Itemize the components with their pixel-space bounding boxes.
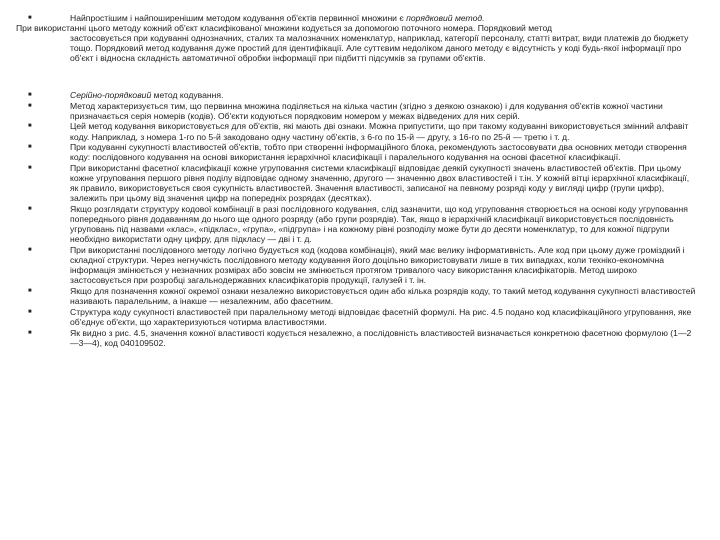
intro-paragraph xyxy=(0,23,720,63)
intro-rest: застосовується при кодуванні однозначних, сталих та малозначних номенклатур, наприклад, категорії персоналу, статті витрат, види платежів до бюджету тощо. Порядковий метод кодування дуже простий для ідентифікації. Але суттєвим недоліком даного методу є відсутність у коді будь-якої інформації про об'єкт і відносна складність автоматичної обробки інформації при підбитті підсумків за групами об'єктів. xyxy=(70,33,689,64)
intro-lead: При використанні цього методу кожний об'єкт класифікованої множини кодується за допомогою поточного номера. Порядковий метод xyxy=(16,23,553,33)
bullet-icon: ■ xyxy=(28,308,32,315)
bullet-icon: ■ xyxy=(28,102,32,109)
item-text: Цей метод кодування використовується для об'єктів, які мають дві ознаки. Можна припустити, що при такому кодуванні використовується змінний алфавіт коду. Наприклад, з номера 1-го по 5-й закодовано одну частину об'єктів, з 6-го по 15-й — другу, з 16-го по 25-й — третю і т. д. xyxy=(70,121,689,142)
item-text: Метод характеризується тим, що первинна множина поділяється на кілька частин (згідно з деякою ознакою) і для кодування об'єктів кожної частини призначається серія номерів (кодів). Об'єкти кодуються порядковим номером у межах відведених для них серій. xyxy=(70,100,663,121)
item-text: При кодуванні сукупності властивостей об'єктів, тобто при створенні інформаційного блока, рекомендують застосовувати два основних методи створення коду: послідовного кодування на основі використання ієрархічної класифікації і паралельного кодування на основі фасетної класифікації. xyxy=(70,142,687,163)
item-text: Структура коду сукупності властивостей при паралельному методі відповідає фасетній формулі. На рис. 4.5 подано код класифікаційного угруповання, яке об'єднує об'єкти, що характеризуються чотирма властивостями. xyxy=(70,306,692,327)
bullet-icon: ■ xyxy=(28,92,32,98)
list-item xyxy=(0,90,720,100)
bullet-icon: ■ xyxy=(28,123,32,130)
list-item xyxy=(0,142,720,162)
list-item xyxy=(0,204,720,244)
first-text: Найпростішим і найпоширенішим методом кодування об'єктів первинної множини є xyxy=(70,13,407,23)
bullet-icon: ■ xyxy=(28,329,32,336)
list-item xyxy=(0,163,720,203)
item-text: Якщо для позначення кожної окремої ознаки незалежно використовується один або кілька розрядів коду, то такий метод кодування сукупності властивостей називають паралельним, а інакше — незалежним, або фасетним. xyxy=(70,285,696,307)
item-text: При використанні послідовного методу логічно будується код (кодова комбінація), який має велику інформативність. Але код при цьому дуже громіздкий і складної структури. Через негнучкість послідовного методу кодування його доцільно використовувати лише в тих випадках, коли техніко-економічна інформація змінюється у незначних розмірах або зовсім не змінюється протягом тривалого часу використання класифікаторів. Метод широко застосовується при розробці загальнодержавних класифікаторів продукції, галузей і т. ін. xyxy=(70,244,685,286)
list-item xyxy=(0,101,720,121)
first-emphasis: порядковий метод. xyxy=(406,13,485,23)
item-text: Якщо розглядати структуру кодової комбінації в разі послідовного кодування, слід зазначити, що код угруповання створюється на основі коду угруповання попереднього рівня додаванням до нього ще одного розряду (або групи розрядів). Так, якщо в ієрархічній класифікації використовується послідовність угруповань під назвами «клас», «підклас», «група», «підгрупа» і на кожному рівні розподілу може бути до десяти номенклатур, то для кожної підгрупи необхідно використати одну цифру, для підкласу — дві і т. д. xyxy=(70,204,688,245)
bullet-list xyxy=(0,90,720,348)
bullet-icon: ■ xyxy=(28,206,32,212)
bullet-icon: ■ xyxy=(28,165,32,172)
list-item xyxy=(0,286,720,306)
bullet-icon: ■ xyxy=(28,144,32,151)
list-item xyxy=(0,328,720,348)
item-text: При використанні фасетної класифікації кожне угруповання системи класифікації відповідає деякій сукупності значень властивостей об'єктів. При цьому кожне угруповання першого рівня поділу відповідає одному значенню, другого — значенню двох властивостей і т.ін. У кожній вітці ієрархічної класифікації, як правило, використовується своя сукупність властивостей. Значення властивості, записаної на певному розряді коду у вигляді цифр (групи цифр), залежить при цьому від значення цифр на попередніх розрядах (десятках). xyxy=(70,163,690,204)
item-emphasis: Серійно-порядковий xyxy=(70,90,152,100)
list-item xyxy=(0,121,720,141)
item-text: Як видно з рис. 4.5, значення кожної властивості кодується незалежно, а послідовність властивостей визначається конкретною фасетною формулою (1—2—3—4), код 040109502. xyxy=(70,327,692,348)
bullet-icon: ■ xyxy=(28,246,32,253)
bullet-icon: ■ xyxy=(28,287,32,294)
list-item xyxy=(0,245,720,285)
item-text: метод кодування. xyxy=(151,90,224,100)
bullet-first xyxy=(0,13,720,23)
bullet-icon: ■ xyxy=(28,15,32,21)
list-item xyxy=(0,307,720,327)
